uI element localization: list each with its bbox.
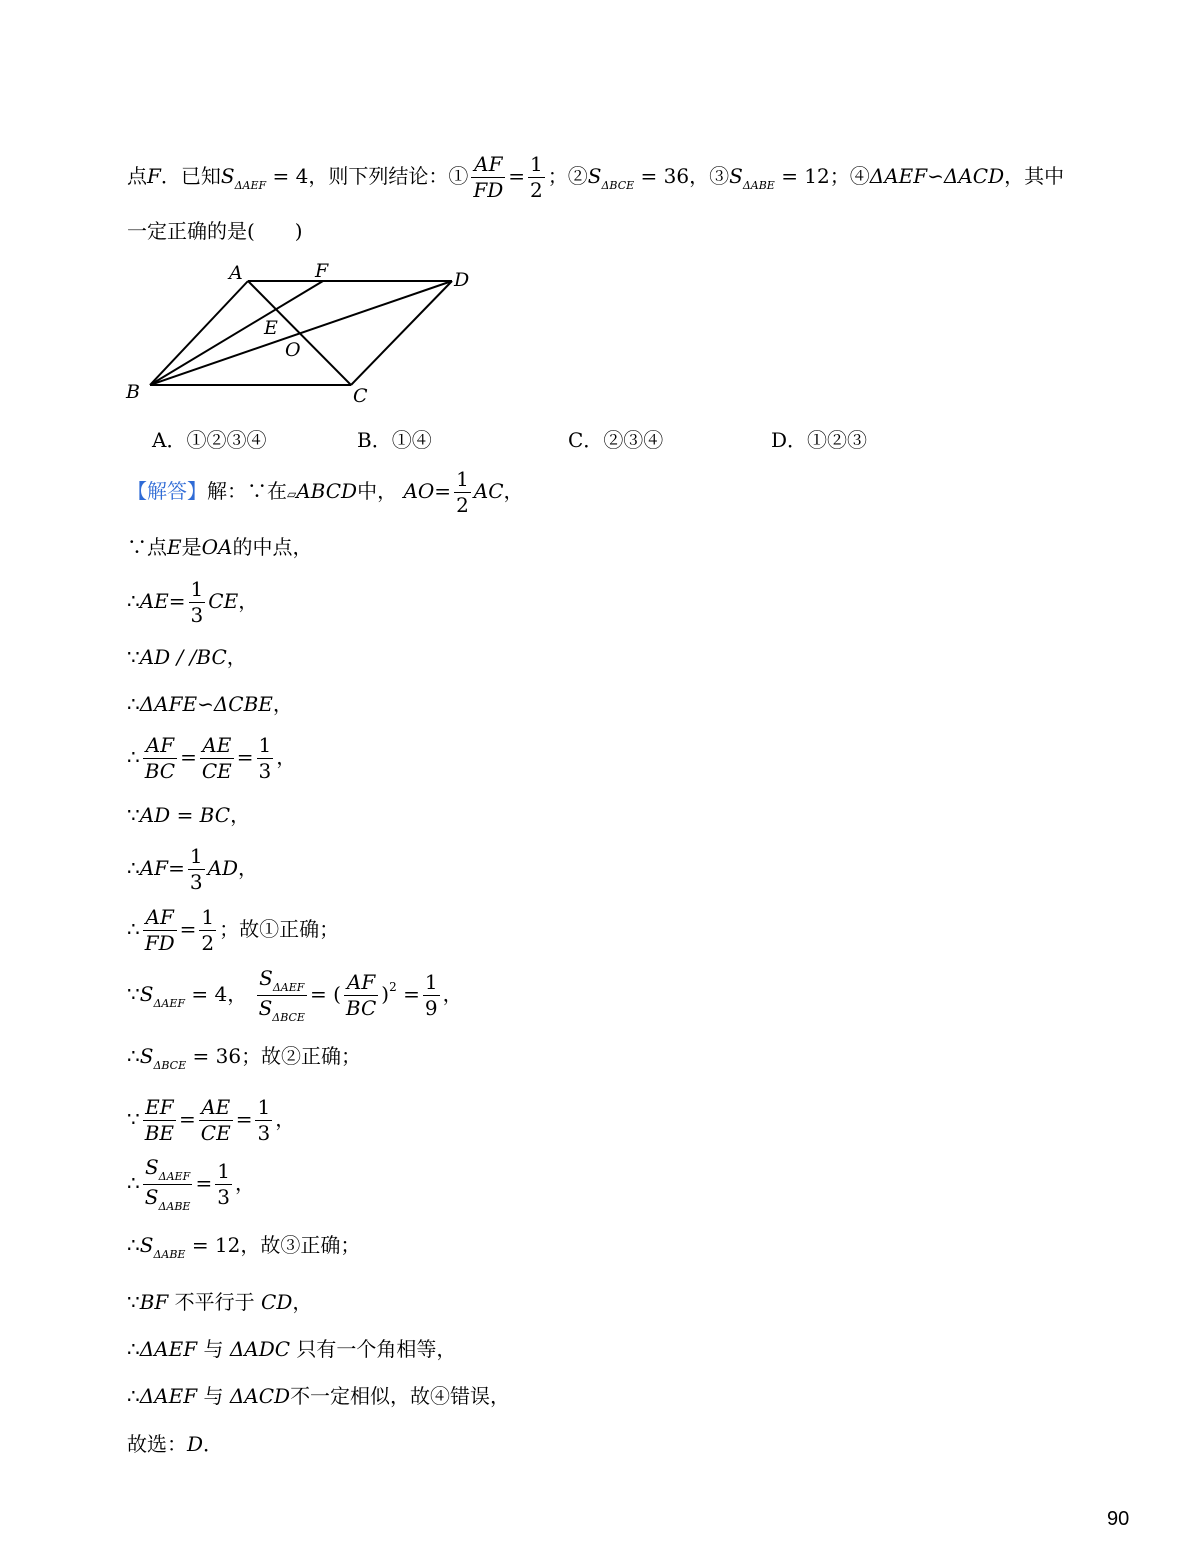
label-a: A (229, 262, 243, 284)
solution-step-16: ∴ΔAEF 与 ΔADC 只有一个角相等， (127, 1337, 457, 1361)
option-d: D．①②③ (771, 428, 868, 452)
fraction-half: $\frac{1}{2}$ (530, 152, 543, 202)
option-c: C．②③④ (568, 428, 664, 452)
solution-step-14: $\therefore S_{\Delta ABE} = 12$，故③正确； (127, 1233, 361, 1261)
option-b: B．①④ (357, 428, 432, 452)
option-a: A．①②③④ (152, 428, 267, 452)
label-f: F (315, 260, 329, 282)
page-number: 90 (1107, 1508, 1130, 1530)
solution-step-13: ∴ $\frac{S_{\Delta AEF}}{S_{\Delta ABE}}$ = $\frac{1}{3}$ ， (127, 1155, 255, 1213)
label-o: O (285, 339, 301, 361)
solution-step-11: $\therefore S_{\Delta BCE} = 36$；故②正确； (127, 1044, 362, 1072)
label-e: E (264, 317, 278, 339)
solution-step-17: ∴ΔAEF 与 ΔACD不一定相似，故④错误， (127, 1384, 511, 1408)
parallelogram-figure (120, 258, 480, 408)
segment-ba (150, 281, 248, 385)
solution-step-7: ∵AD = BC， (127, 803, 251, 827)
label-d: D (454, 269, 470, 291)
segment-bf (150, 281, 323, 385)
fraction-af-fd: $\frac{AF}{FD}$ (473, 152, 504, 202)
solution-step-15: ∵BF 不平行于 CD， (127, 1290, 313, 1314)
solution-step-1: 【解答】解：∵在▱ABCD中， AO= $\frac{1}{2}$ AC， (127, 467, 524, 517)
solution-step-4: ∵AD / /BC， (127, 645, 247, 669)
solution-step-12: ∵ $\frac{EF}{BE}$ = $\frac{AE}{CE}$ = $\frac{1}{3}$ ， (127, 1095, 296, 1145)
segment-bd (150, 281, 452, 385)
solution-step-18: 故选：D． (127, 1432, 224, 1456)
solution-step-9: ∴ $\frac{AF}{FD}$ = $\frac{1}{2}$ ；故①正确； (127, 905, 340, 955)
label-c: C (353, 385, 368, 407)
question-line-1: 点F．已知$S_{\Delta AEF} = 4$，则下列结论：① $\frac{AF}{FD}$ = $\frac{1}{2}$ ；$②S_{\Delta BCE} = 36$，$③S_{\Delta ABE} = 12$；④ΔAEF∽ΔACD，其中 (127, 152, 1065, 202)
label-b: B (126, 381, 140, 403)
solution-step-5: ∴ΔAFE∽ΔCBE， (127, 692, 293, 716)
segment-dc (351, 281, 452, 385)
solution-step-8: ∴AF= $\frac{1}{3}$ AD， (127, 844, 259, 894)
solution-step-2: ∵点E是OA的中点， (127, 535, 313, 559)
question-line-2: 一定正确的是( ) (127, 219, 303, 243)
solution-step-10: $\because S_{\Delta AEF} = 4$， $\frac{S_{\Delta AEF}}{S_{\Delta BCE}}$ = ( $\frac{AF}{BC}$ )$^2$ = $\frac{1}{9}$ ， (127, 966, 463, 1024)
solution-tag: 【解答】 (127, 479, 207, 503)
solution-step-6: ∴ $\frac{AF}{BC}$ = $\frac{AE}{CE}$ = $\frac{1}{3}$ ， (127, 733, 297, 783)
solution-step-3: ∴AE= $\frac{1}{3}$ CE， (127, 577, 259, 627)
